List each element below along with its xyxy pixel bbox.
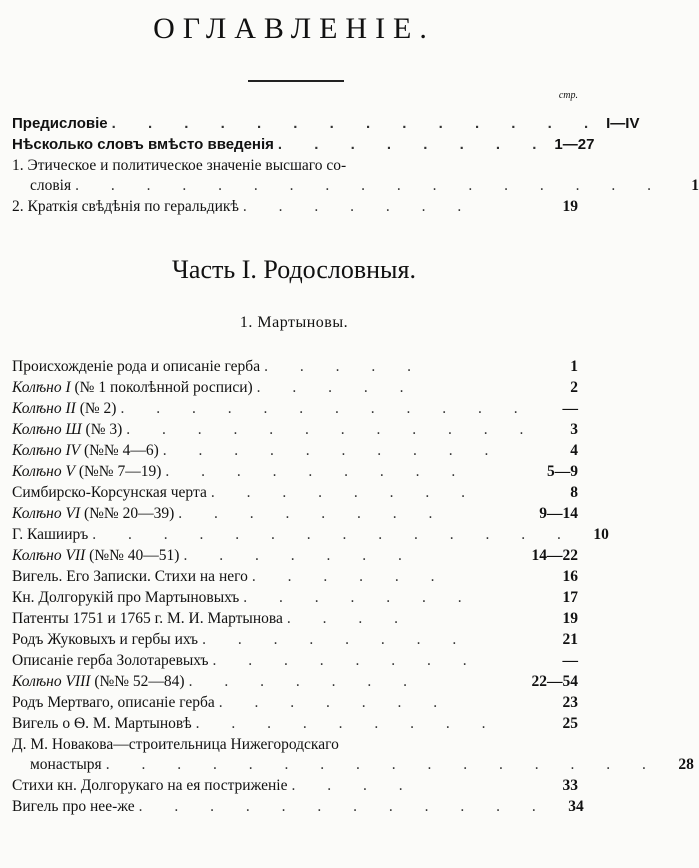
leader-dots: . . . . xyxy=(291,777,417,794)
page-number: 1 xyxy=(691,177,699,194)
toc-entry-label: Вигель про нее-же xyxy=(12,798,135,815)
toc-entry-detail: (№№ 7—19) xyxy=(74,463,162,480)
toc-row xyxy=(12,377,578,398)
toc-entry-label: Нѣсколько словъ вмѣсто введенія xyxy=(12,136,274,153)
page-number: 23 xyxy=(562,694,578,711)
toc-entry-label: 1. Этическое и политическое значеніе высшаго со- xyxy=(12,157,347,174)
toc-entry-italic: Колѣно Ш xyxy=(12,421,82,438)
page-number: — xyxy=(562,652,578,669)
page-number: 14—22 xyxy=(531,547,578,564)
leader-dots: . . . . . . . . . . . . xyxy=(120,400,532,417)
page-number: 21 xyxy=(562,631,578,648)
leader-dots: . . . . . . . . xyxy=(210,484,479,501)
toc-entry-label: Симбирско-Корсунская черта xyxy=(12,484,207,501)
leader-dots: . . . . . . . . xyxy=(178,505,447,522)
page-number: — xyxy=(562,400,578,417)
page-number: 5—9 xyxy=(547,463,578,480)
entries-list xyxy=(12,356,694,817)
toc-entry-label: Предисловіе xyxy=(12,115,108,132)
toc-row xyxy=(12,461,578,482)
leader-dots: . . . . . xyxy=(256,379,418,396)
toc-entry-detail: (№№ 4—6) xyxy=(80,442,159,459)
leader-dots: . . . . . . . . . . . . . . xyxy=(111,115,603,132)
toc-entry-label xyxy=(12,671,185,692)
toc-entry-label: Родъ Жуковыхъ и гербы ихъ xyxy=(12,631,199,648)
page-number: 19 xyxy=(562,198,578,215)
toc-entry-italic: Колѣно VII xyxy=(12,547,86,564)
toc-entry-label xyxy=(12,419,122,440)
leader-dots: . . . . . . . . . xyxy=(165,463,470,480)
toc-entry-label: словія xyxy=(30,177,72,194)
toc-row xyxy=(12,113,640,134)
page-number: 22—54 xyxy=(531,673,578,690)
page-number: 16 xyxy=(562,568,578,585)
page-number: 28 xyxy=(678,756,694,773)
toc-row xyxy=(12,629,578,650)
toc-entry-label: Д. М. Новакова—строительница Нижегородскаго xyxy=(12,736,339,753)
toc-entry-label: Происхожденіе рода и описаніе герба xyxy=(12,358,261,375)
toc-row xyxy=(12,587,578,608)
leader-dots: . . . . . . . xyxy=(188,673,421,690)
toc-entry-detail: (№ 1 поколѣнной росписи) xyxy=(70,379,253,396)
leader-dots: . . . . . . . . . xyxy=(195,715,500,732)
toc-entry-label xyxy=(12,377,253,398)
toc-entry-label: Описаніе герба Золотаревыхъ xyxy=(12,652,209,669)
toc-entry-detail: (№ 2) xyxy=(75,400,117,417)
toc-entry-detail: (№№ 40—51) xyxy=(85,547,180,564)
page-column-header: стр. xyxy=(558,90,578,101)
page-number: 33 xyxy=(562,777,578,794)
section-title: Часть I. Родословныя. xyxy=(172,255,416,284)
title-divider xyxy=(248,80,344,82)
toc-entry-label: монастыря xyxy=(30,756,102,773)
leader-dots: . . . . . . . . . . . . . . xyxy=(92,526,575,543)
page-number: 3 xyxy=(570,421,578,438)
leader-dots: . . . . . . . . xyxy=(277,136,551,153)
page-number: 19 xyxy=(562,610,578,627)
page-title: ОГЛАВЛЕНІЕ. xyxy=(153,12,435,45)
toc-row xyxy=(12,398,578,419)
leader-dots: . . . . . . . xyxy=(218,694,452,711)
toc-entry-italic: Колѣно V xyxy=(12,463,75,480)
toc-row xyxy=(12,650,578,671)
leader-dots: . . . . . . . xyxy=(183,547,416,564)
front-matter-list xyxy=(12,113,699,217)
toc-entry-label: Стихи кн. Долгорукаго на ея постриженіе xyxy=(12,777,288,794)
toc-entry-label: Вигель о Ѳ. М. Мартыновѣ xyxy=(12,715,192,732)
toc-entry-detail: (№№ 52—84) xyxy=(90,673,185,690)
toc-entry-italic: Колѣно VIII xyxy=(12,673,91,690)
leader-dots: . . . . xyxy=(286,610,412,627)
subsection-title: 1. Мартыновы. xyxy=(239,314,349,331)
toc-entry-label: 2. Краткія свѣдѣнія по геральдикѣ xyxy=(12,198,239,215)
page-number: 17 xyxy=(562,589,578,606)
toc-entry-italic: Колѣно VI xyxy=(12,505,81,522)
toc-entry-label xyxy=(12,461,161,482)
toc-row xyxy=(12,134,595,155)
toc-row xyxy=(12,503,578,524)
leader-dots: . . . . . . . . . . . . xyxy=(126,421,538,438)
toc-entry-italic: Колѣно I xyxy=(12,379,71,396)
leader-dots: . . . . . . . . xyxy=(202,631,471,648)
toc-row xyxy=(12,796,584,817)
page-number: 9—14 xyxy=(539,505,578,522)
toc-row xyxy=(12,734,578,755)
toc-entry-detail: (№ 3) xyxy=(81,421,123,438)
toc-row xyxy=(12,608,578,629)
leader-dots: . . . . . . . . . . . . . . . . . xyxy=(75,177,665,194)
toc-row xyxy=(12,545,578,566)
toc-row xyxy=(12,671,578,692)
toc-row xyxy=(12,419,578,440)
page-number: 25 xyxy=(562,715,578,732)
toc-entry-label: Кн. Долгорукій про Мартыновыхъ xyxy=(12,589,240,606)
toc-entry-label: Г. Кашииръ xyxy=(12,526,89,543)
toc-row xyxy=(12,692,578,713)
toc-entry-label: Родъ Мертваго, описаніе герба xyxy=(12,694,215,711)
toc-row xyxy=(12,482,578,503)
toc-entry-label xyxy=(12,545,179,566)
toc-entry-label: Патенты 1751 и 1765 г. М. И. Мартынова xyxy=(12,610,283,627)
toc-row xyxy=(12,155,578,176)
page-number: 8 xyxy=(570,484,578,501)
leader-dots: . . . . . . . . xyxy=(212,652,481,669)
leader-dots: . . . . . . xyxy=(251,568,449,585)
leader-dots: . . . . . . . . . . xyxy=(162,442,503,459)
toc-row xyxy=(12,356,578,377)
page-number: 1 xyxy=(570,358,578,375)
page-number: 10 xyxy=(593,526,609,543)
toc-row xyxy=(12,713,578,734)
leader-dots: . . . . . . . xyxy=(243,589,476,606)
toc-entry-label xyxy=(12,398,116,419)
page-number: I—IV xyxy=(606,115,640,132)
toc-row xyxy=(12,176,699,196)
leader-dots: . . . . . . . . . . . . xyxy=(138,798,550,815)
toc-entry-italic: Колѣно IV xyxy=(12,442,81,459)
page-number: 2 xyxy=(570,379,578,396)
toc-row xyxy=(12,755,694,775)
toc-entry-label xyxy=(12,440,159,461)
toc-row xyxy=(12,440,578,461)
toc-row xyxy=(12,566,578,587)
toc-entry-italic: Колѣно II xyxy=(12,400,76,417)
leader-dots: . . . . . . . . . . . . . . . . xyxy=(105,756,660,773)
toc-row xyxy=(12,196,578,217)
page-number: 4 xyxy=(570,442,578,459)
toc-entry-detail: (№№ 20—39) xyxy=(80,505,175,522)
toc-entry-label xyxy=(12,503,174,524)
toc-row xyxy=(12,524,609,545)
leader-dots: . . . . . . . xyxy=(242,198,476,215)
page-number: 34 xyxy=(568,798,584,815)
toc-row xyxy=(12,775,578,796)
page-number: 1—27 xyxy=(554,136,595,153)
leader-dots: . . . . . xyxy=(264,358,425,375)
toc-entry-label: Вигель. Его Записки. Стихи на него xyxy=(12,568,248,585)
